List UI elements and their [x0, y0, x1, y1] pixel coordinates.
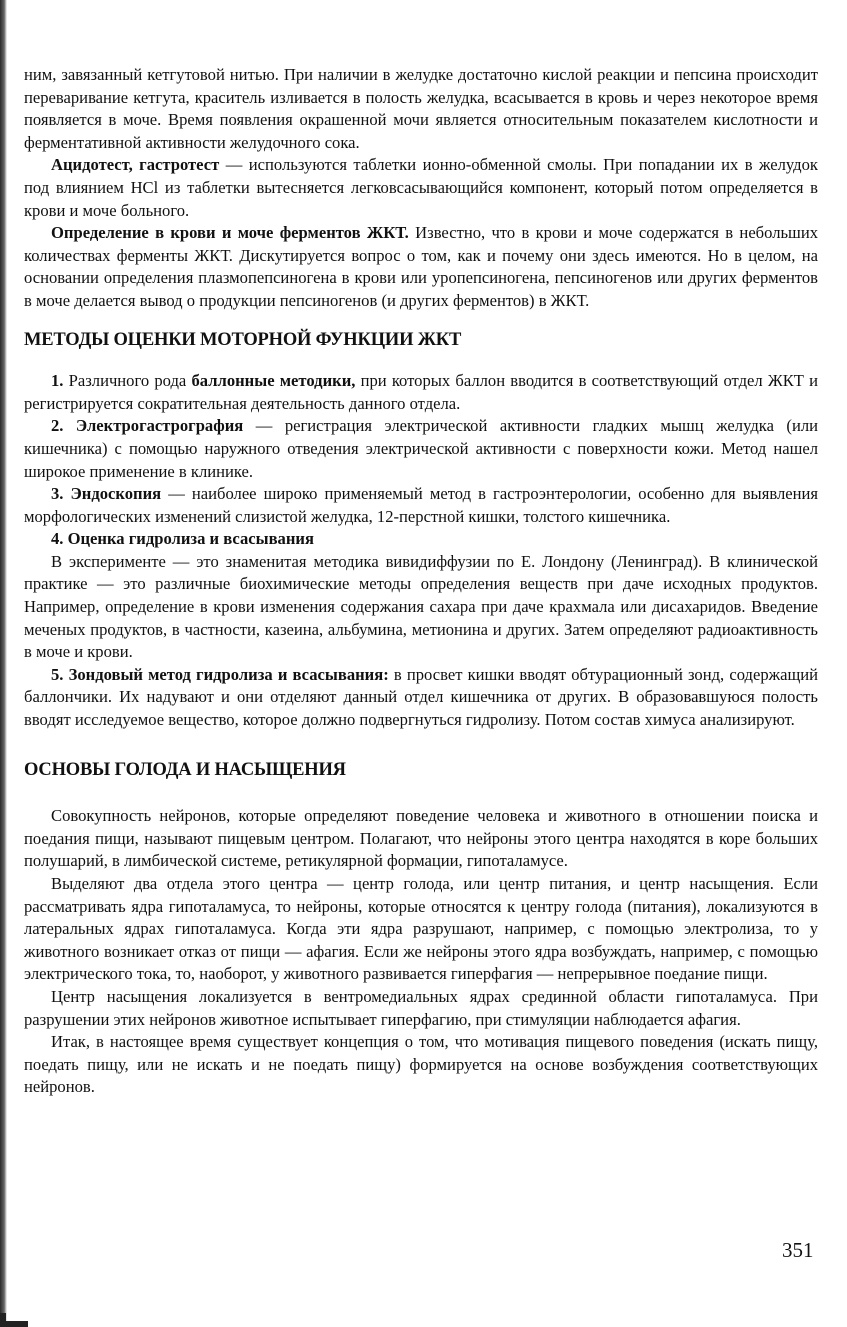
paragraph-acidotest [24, 154, 818, 222]
list-item-hydrolysis-text [24, 551, 818, 664]
paragraph-satiety-center: Центр насыщения локализуется в вентромедиальных ядрах срединной области гипоталамуса. При разрушении этих нейронов животное испытывает гиперфагию, при стимуляции наблюдается афагия. [24, 986, 818, 1029]
paragraph-enzymes [24, 222, 818, 312]
term-balloon: баллонные методики, [191, 371, 356, 391]
list-item-electrogastrography [24, 415, 818, 483]
term-probe-method: 5. Зондовый метод гидролиза и всасывания: [51, 664, 389, 684]
term-acidotest: Ацидотест, гастротест [51, 155, 220, 175]
section-heading-hunger: ОСНОВЫ ГОЛОДА И НАСЫЩЕНИЯ [24, 759, 346, 780]
scan-corner-mark [0, 1313, 28, 1327]
list-item-endoscopy [24, 483, 818, 528]
list-item-probe-method [24, 664, 818, 732]
paragraph-text: В эксперименте — это знаменитая методика вивидиффузии по Е. Лондону (Ленинград). В клинической практике — это различные биохимические методы определения веществ при даче исходных продуктов. Например, определение в крови изменения содержания сахара при даче крахмала или дисахаридов. Введение меченых продуктов, в частности, казеина, альбумина, метионина и других. Затем определяют радиоактивность в моче и крови. [24, 551, 818, 662]
term-electrogastrography: 2. Электрогастрография [51, 416, 244, 436]
list-number: 1. [51, 371, 64, 391]
paragraph-text: при которых баллон вводится в соответствующий отдел ЖКТ и регистрируется сократительная деятельность данного отдела. [24, 371, 818, 413]
book-page [24, 64, 818, 1099]
paragraph-hunger-satiety: Выделяют два отдела этого центра — центр голода, или центр питания, и центр насыщения. Если рассматривать ядра гипоталамуса, то нейроны, которые относятся к центру голода (питания), локализуются в латеральных ядрах гипоталамуса. Когда эти ядра разрушают, например, с помощью электролиза, то у животного возникает отказ от пищи — афагия. Если же нейроны этого ядра возбуждать, например, с помощью электрического тока, то, наоборот, у животного развивается гиперфагия — непрерывное поедание пищи. [24, 874, 818, 984]
section-heading-motor: МЕТОДЫ ОЦЕНКИ МОТОРНОЙ ФУНКЦИИ ЖКТ [24, 329, 462, 350]
paragraph-text: — используются таблетки ионно-обменной смолы. При попадании их в желудок под влиянием HCl из таблетки вытесняется легковсасывающийся компонент, который потом определяется в крови и моче больного. [24, 155, 818, 220]
paragraph-text: Известно, что в крови и моче содержатся в небольших количествах ферменты ЖКТ. Дискутируется вопрос о том, как и почему они здесь имеются. Но в целом, на основании определения плазмопепсиногена в крови или уропепсиногена, пепсиногенов или других ферментов в моче делается вывод о продукции пепсиногенов (и других ферментов) в ЖКТ. [24, 223, 819, 310]
paragraph-text: ним, завязанный кетгутовой нитью. При наличии в желудке достаточно кислой реакции и пепсина происходит переваривание кетгута, краситель изливается в полость желудка, всасывается в кровь и через некоторое время появляется в моче. Время появления окрашенной мочи является относительным показателем кислотности и ферментативной активности желудочного сока. [24, 65, 818, 152]
scan-binding-edge [0, 0, 7, 1327]
term-endoscopy: 3. Эндоскопия [51, 484, 162, 504]
paragraph-continuation [24, 64, 818, 154]
term-enzymes: Определение в крови и моче ферментов ЖКТ. [51, 223, 409, 243]
paragraph-food-center: Совокупность нейронов, которые определяют поведение человека и животного в отношении поиска и поедания пищи, называют пищевым центром. Полагают, что нейроны этого центра находятся в коре больших полушарий, в лимбической системе, ретикулярной формации, гипоталамусе. [24, 806, 818, 871]
paragraph-text: — наиболее широко применяемый метод в гастроэнтерологии, особенно для выявления морфологических изменений слизистой желудка, 12-перстной кишки, толстого кишечника. [24, 484, 818, 526]
subheading-hydrolysis: 4. Оценка гидролиза и всасывания [51, 529, 314, 549]
paragraph-text: в просвет кишки вводят обтурационный зонд, содержащий баллончики. Их надувают и они отделяют данный отдел кишечника от других. В образовавшуюся полость вводят исследуемое вещество, которое должно подвергнуться гидролизу. Потом состав химуса анализируют. [24, 664, 818, 730]
paragraph-text: Различного рода [63, 371, 192, 391]
list-item-balloon [24, 370, 818, 415]
list-item-hydrolysis-heading [24, 528, 818, 551]
page-number: 351 [782, 1238, 814, 1262]
paragraph-conclusion: Итак, в настоящее время существует концепция о том, что мотивация пищевого поведения (искать пищу, поедать пищу, или не искать и не поедать пищу) формируется на основе возбуждения соответствующих нейронов. [24, 1032, 818, 1097]
paragraph-text: — регистрация электрической активности гладких мышц желудка (или кишечника) с помощью наружного отведения электрической активности с поверхности кожи. Метод нашел широкое применение в клинике. [24, 416, 818, 481]
